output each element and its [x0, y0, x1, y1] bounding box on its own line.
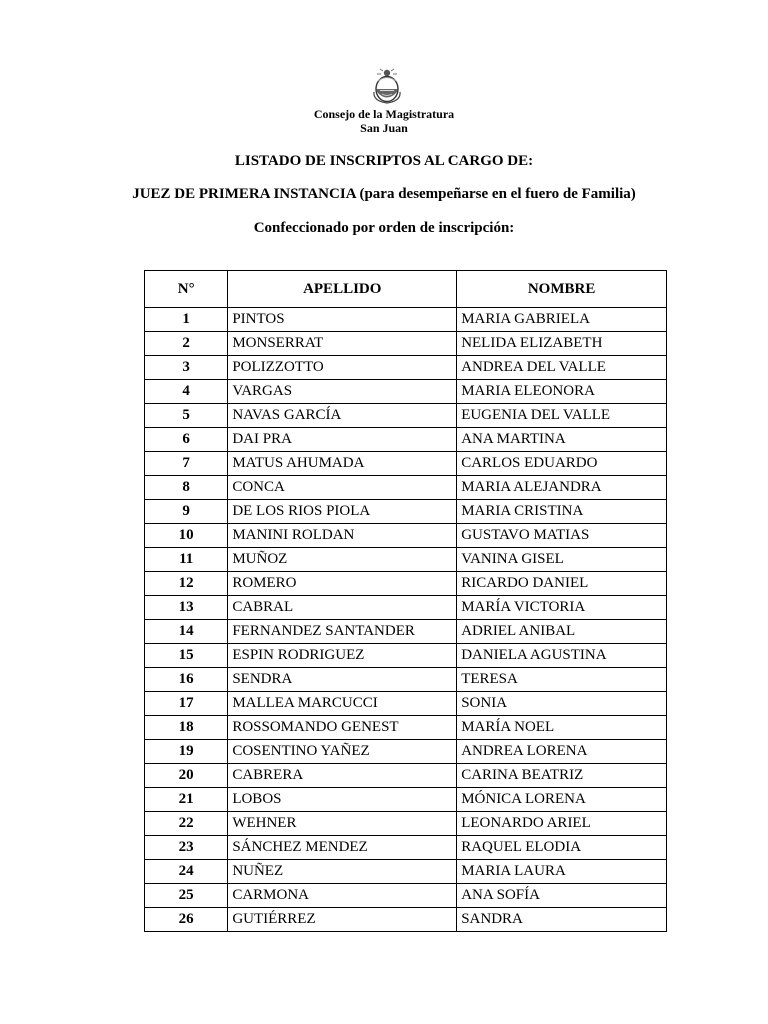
row-apellido: NAVAS GARCÍA — [228, 404, 457, 428]
row-nombre: ADRIEL ANIBAL — [457, 620, 667, 644]
row-nombre: MARIA ALEJANDRA — [457, 476, 667, 500]
row-apellido: CONCA — [228, 476, 457, 500]
row-number: 1 — [145, 308, 228, 332]
row-nombre: EUGENIA DEL VALLE — [457, 404, 667, 428]
table-row — [145, 884, 667, 908]
table-row — [145, 740, 667, 764]
table-row — [145, 404, 667, 428]
row-apellido: CABRAL — [228, 596, 457, 620]
row-number: 24 — [145, 860, 228, 884]
row-nombre: RAQUEL ELODIA — [457, 836, 667, 860]
row-nombre: MARÍA NOEL — [457, 716, 667, 740]
row-number: 3 — [145, 356, 228, 380]
table-row — [145, 668, 667, 692]
row-nombre: CARLOS EDUARDO — [457, 452, 667, 476]
row-apellido: DE LOS RIOS PIOLA — [228, 500, 457, 524]
row-nombre: MARIA LAURA — [457, 860, 667, 884]
row-nombre: LEONARDO ARIEL — [457, 812, 667, 836]
row-apellido: GUTIÉRREZ — [228, 908, 457, 932]
table-row — [145, 812, 667, 836]
table-row — [145, 716, 667, 740]
row-number: 23 — [145, 836, 228, 860]
table-row — [145, 308, 667, 332]
row-number: 6 — [145, 428, 228, 452]
row-number: 14 — [145, 620, 228, 644]
table-row — [145, 644, 667, 668]
row-apellido: COSENTINO YAÑEZ — [228, 740, 457, 764]
column-header-nombre: NOMBRE — [457, 271, 667, 308]
row-apellido: FERNANDEZ SANTANDER — [228, 620, 457, 644]
row-apellido: NUÑEZ — [228, 860, 457, 884]
row-number: 5 — [145, 404, 228, 428]
table-row — [145, 836, 667, 860]
row-number: 13 — [145, 596, 228, 620]
row-number: 18 — [145, 716, 228, 740]
row-number: 8 — [145, 476, 228, 500]
row-apellido: POLIZZOTTO — [228, 356, 457, 380]
row-nombre: GUSTAVO MATIAS — [457, 524, 667, 548]
table-row — [145, 356, 667, 380]
table-row — [145, 596, 667, 620]
row-apellido: SÁNCHEZ MENDEZ — [228, 836, 457, 860]
row-nombre: ANA SOFÍA — [457, 884, 667, 908]
table-row — [145, 908, 667, 932]
row-apellido: ESPIN RODRIGUEZ — [228, 644, 457, 668]
organization-city: San Juan — [360, 121, 408, 135]
row-apellido: ROMERO — [228, 572, 457, 596]
row-apellido: MATUS AHUMADA — [228, 452, 457, 476]
registrants-table — [144, 270, 667, 932]
table-row — [145, 620, 667, 644]
row-apellido: MONSERRAT — [228, 332, 457, 356]
position-title: JUEZ DE PRIMERA INSTANCIA (para desempeñarse en el fuero de Familia) — [132, 186, 636, 202]
row-nombre: RICARDO DANIEL — [457, 572, 667, 596]
coat-of-arms-icon — [372, 68, 402, 104]
row-apellido: DAI PRA — [228, 428, 457, 452]
row-apellido: WEHNER — [228, 812, 457, 836]
row-nombre: MARIA ELEONORA — [457, 380, 667, 404]
row-number: 19 — [145, 740, 228, 764]
row-apellido: LOBOS — [228, 788, 457, 812]
row-nombre: ANDREA DEL VALLE — [457, 356, 667, 380]
row-nombre: MÓNICA LORENA — [457, 788, 667, 812]
row-nombre: ANDREA LORENA — [457, 740, 667, 764]
table-header-row — [145, 271, 667, 308]
table-row — [145, 572, 667, 596]
order-note: Confeccionado por orden de inscripción: — [253, 220, 515, 236]
row-nombre: VANINA GISEL — [457, 548, 667, 572]
row-nombre: NELIDA ELIZABETH — [457, 332, 667, 356]
table-row — [145, 764, 667, 788]
row-nombre: ANA MARTINA — [457, 428, 667, 452]
row-nombre: MARIA CRISTINA — [457, 500, 667, 524]
row-apellido: MANINI ROLDAN — [228, 524, 457, 548]
row-apellido: MALLEA MARCUCCI — [228, 692, 457, 716]
column-header-number: N° — [145, 271, 228, 308]
table-row — [145, 428, 667, 452]
table-row — [145, 476, 667, 500]
row-apellido: MUÑOZ — [228, 548, 457, 572]
row-number: 11 — [145, 548, 228, 572]
table-row — [145, 692, 667, 716]
table-row — [145, 500, 667, 524]
table-row — [145, 380, 667, 404]
row-number: 22 — [145, 812, 228, 836]
row-number: 10 — [145, 524, 228, 548]
table-row — [145, 548, 667, 572]
row-nombre: TERESA — [457, 668, 667, 692]
table-row — [145, 332, 667, 356]
row-apellido: PINTOS — [228, 308, 457, 332]
row-apellido: VARGAS — [228, 380, 457, 404]
row-number: 25 — [145, 884, 228, 908]
row-apellido: ROSSOMANDO GENEST — [228, 716, 457, 740]
table-row — [145, 524, 667, 548]
row-nombre: MARIA GABRIELA — [457, 308, 667, 332]
row-number: 26 — [145, 908, 228, 932]
table-row — [145, 788, 667, 812]
table-row — [145, 452, 667, 476]
column-header-apellido: APELLIDO — [228, 271, 457, 308]
row-nombre: SANDRA — [457, 908, 667, 932]
row-number: 16 — [145, 668, 228, 692]
row-number: 7 — [145, 452, 228, 476]
row-number: 2 — [145, 332, 228, 356]
row-nombre: SONIA — [457, 692, 667, 716]
row-number: 21 — [145, 788, 228, 812]
row-number: 17 — [145, 692, 228, 716]
row-number: 9 — [145, 500, 228, 524]
organization-name: Consejo de la Magistratura — [313, 107, 455, 121]
row-number: 15 — [145, 644, 228, 668]
row-nombre: DANIELA AGUSTINA — [457, 644, 667, 668]
row-number: 20 — [145, 764, 228, 788]
row-number: 12 — [145, 572, 228, 596]
document-title: LISTADO DE INSCRIPTOS AL CARGO DE: — [234, 153, 534, 169]
row-number: 4 — [145, 380, 228, 404]
table-row — [145, 860, 667, 884]
row-apellido: CABRERA — [228, 764, 457, 788]
row-nombre: CARINA BEATRIZ — [457, 764, 667, 788]
row-nombre: MARÍA VICTORIA — [457, 596, 667, 620]
row-apellido: SENDRA — [228, 668, 457, 692]
row-apellido: CARMONA — [228, 884, 457, 908]
